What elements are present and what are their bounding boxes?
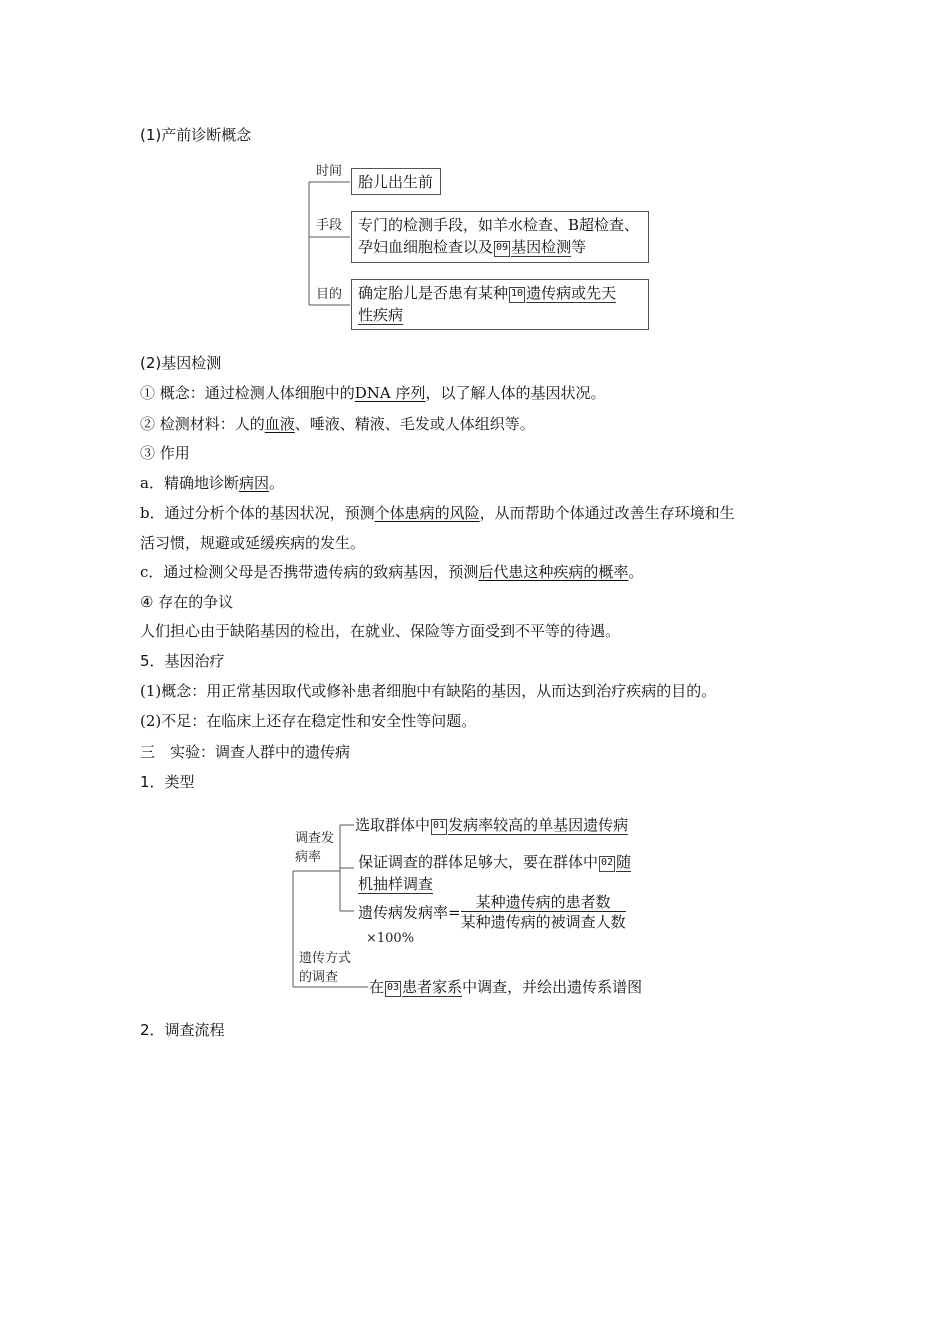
formula-times-100: ×100% — [366, 931, 415, 946]
function-a-underlined: 病因 — [238, 474, 269, 492]
function-c-underlined: 后代患这种疾病的概率 — [478, 563, 629, 581]
means-line-2-pre: 孕妇血细胞检查以及 — [358, 238, 494, 256]
flow-title: 2．调查流程 — [140, 1021, 225, 1039]
means-line-1: 专门的检测手段，如羊水检查、B超检查、 — [358, 216, 640, 234]
item1-pre: 选取群体中 — [355, 816, 431, 834]
incidence-formula — [358, 893, 626, 932]
controversy-title: ④ 存在的争议 — [140, 593, 234, 611]
function-c-pre: c．通过检测父母是否携带遗传病的致病基因，预测 — [140, 563, 479, 581]
pedigree-item — [369, 977, 642, 997]
pedigree-pre: 在 — [369, 978, 385, 996]
function-b-line-2: 活习惯，规避或延缓疾病的发生。 — [140, 534, 366, 552]
function-c-post: 。 — [628, 563, 644, 581]
gene-therapy-concept: (1)概念：用正常基因取代或修补患者细胞中有缺陷的基因，从而达到治疗疾病的目的。 — [140, 682, 717, 700]
incidence-label-1: 调查发 — [295, 831, 335, 846]
formula-numerator: 某种遗传病的患者数 — [461, 893, 626, 912]
blank-answer-10b: 性疾病 — [358, 306, 404, 324]
blank-number-09: 09 — [494, 241, 510, 257]
material-pre: ② 检测材料：人的 — [140, 415, 265, 433]
blank-number-10: 10 — [509, 287, 525, 303]
pedigree-post: 中调查，并绘出遗传系谱图 — [462, 978, 643, 996]
blank-answer-02a: 随 — [616, 853, 632, 871]
function-a-pre: a．精确地诊断 — [140, 474, 239, 492]
purpose-line-1-pre: 确定胎儿是否患有某种 — [358, 284, 509, 302]
section-title-prenatal: (1)产前诊断概念 — [140, 126, 252, 144]
time-box-text: 胎儿出生前 — [358, 173, 434, 191]
function-b-pre: b．通过分析个体的基因状况，预测 — [140, 504, 375, 522]
section-title-gene-testing: (2)基因检测 — [140, 354, 222, 372]
formula-prefix: 遗传病发病率= — [358, 903, 461, 922]
function-a-post: 。 — [268, 474, 284, 492]
blank-number-03: 03 — [385, 981, 401, 997]
function-b-underlined: 个体患病的风险 — [374, 504, 480, 522]
section-title-experiment: 三 实验：调查人群中的遗传病 — [140, 743, 351, 761]
blank-answer-02b: 机抽样调查 — [358, 875, 434, 893]
formula-denominator: 某种遗传病的被调查人数 — [460, 913, 626, 931]
mode-label-1: 遗传方式 — [299, 951, 352, 966]
concept-post: ，以了解人体的基因状况。 — [425, 384, 606, 402]
material-post: 、唾液、精液、毛发或人体组织等。 — [294, 415, 535, 433]
types-title: 1．类型 — [140, 773, 195, 791]
formula-fraction — [461, 893, 626, 932]
blank-number-01: 01 — [431, 819, 447, 835]
concept-underlined: DNA 序列 — [354, 384, 426, 402]
blank-number-02: 02 — [599, 856, 615, 872]
blank-answer-09: 基因检测 — [511, 238, 572, 256]
means-label: 手段 — [316, 218, 343, 233]
mode-label-2: 的调查 — [299, 970, 339, 985]
time-label: 时间 — [316, 164, 343, 179]
incidence-label-2: 病率 — [295, 850, 322, 865]
gene-therapy-shortcoming: (2)不足：在临床上还存在稳定性和安全性等问题。 — [140, 712, 477, 730]
survey-item-2-line-2 — [358, 874, 433, 894]
gene-testing-function-title: ③ 作用 — [140, 444, 190, 462]
purpose-label: 目的 — [316, 287, 343, 302]
concept-pre: ① 概念：通过检测人体细胞中的 — [140, 384, 355, 402]
means-line-2-post: 等 — [571, 238, 587, 256]
controversy-text: 人们担心由于缺陷基因的检出，在就业、保险等方面受到不平等的待遇。 — [140, 622, 621, 640]
survey-item-1 — [355, 815, 628, 835]
item2-pre: 保证调查的群体足够大，要在群体中 — [358, 853, 599, 871]
material-underlined: 血液 — [264, 415, 295, 433]
survey-item-2 — [358, 852, 631, 872]
blank-answer-01: 发病率较高的单基因遗传病 — [448, 816, 629, 834]
section-title-gene-therapy: 5．基因治疗 — [140, 652, 225, 670]
function-b-post: ，从而帮助个体通过改善生存环境和生 — [479, 504, 735, 522]
blank-answer-03: 患者家系 — [402, 978, 463, 996]
blank-answer-10a: 遗传病或先天 — [526, 284, 617, 302]
